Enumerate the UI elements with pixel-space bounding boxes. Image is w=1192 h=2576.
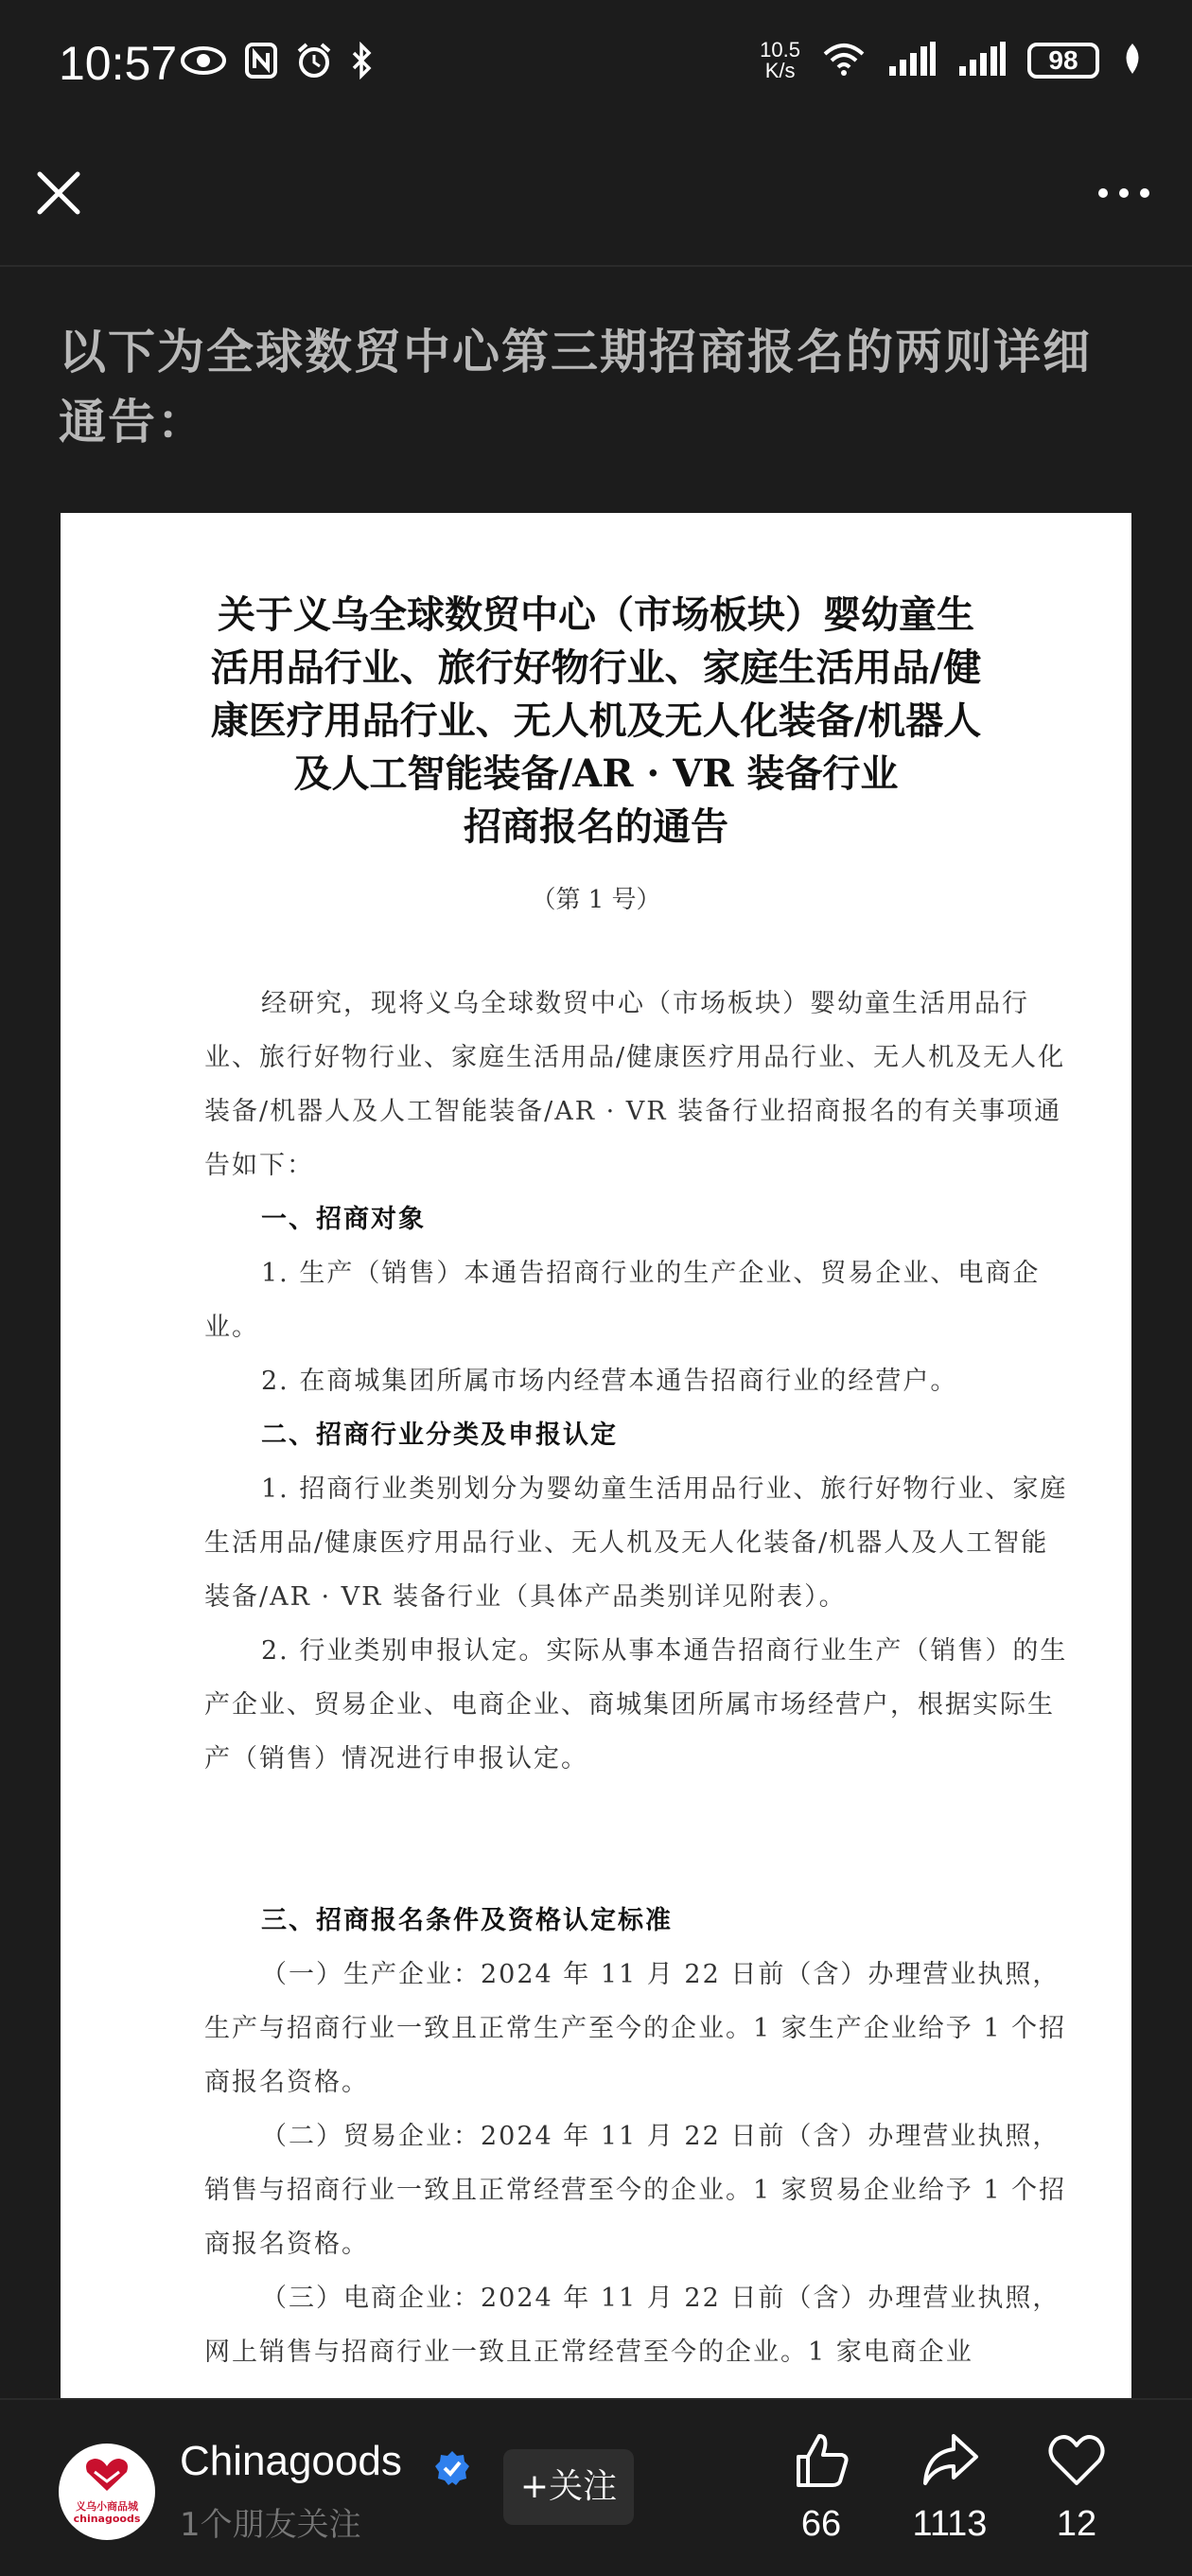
verified-icon xyxy=(433,2449,471,2487)
heart-icon xyxy=(1046,2430,1107,2491)
signal-icon xyxy=(887,40,937,81)
wifi-icon xyxy=(821,41,867,80)
avatar[interactable] xyxy=(59,2444,155,2540)
avatar-text-cn: 义乌小商品城 xyxy=(76,2500,138,2513)
chinagoods-logo-icon xyxy=(59,2444,155,2500)
share-icon xyxy=(920,2430,980,2491)
battery-indicator: 98 xyxy=(1027,43,1099,79)
document-title-line: 关于义乌全球数贸中心（市场板块）婴幼童生 xyxy=(218,592,974,637)
like-icon xyxy=(791,2430,851,2491)
post-title: 以下为全球数贸中心第三期招商报名的两则详细通告： xyxy=(59,325,1092,450)
avatar-text xyxy=(59,2500,155,2525)
status-bar xyxy=(0,0,1192,132)
more-icon xyxy=(1094,170,1154,216)
follow-button[interactable]: +关注 xyxy=(503,2449,634,2525)
section-item: （一）生产企业：2024 年 11 月 22 日前（含）办理营业执照，生产与招商行业一致且正常生产至今的企业。1 家生产企业给予 1 个招商报名资格。 xyxy=(204,1960,1067,2097)
more-button[interactable] xyxy=(1094,170,1154,216)
net-speed xyxy=(760,40,800,81)
document-intro: 经研究，现将义乌全球数贸中心（市场板块）婴幼童生活用品行业、旅行好物行业、家庭生活用品/健康医疗用品行业、无人机及无人化装备/机器人及人工智能装备/AR · VR 装备行业招商报名的有关事项通告如下： xyxy=(204,989,1066,1180)
section-item: 1. 招商行业类别划分为婴幼童生活用品行业、旅行好物行业、家庭生活用品/健康医疗用品行业、无人机及无人化装备/机器人及人工智能装备/AR · VR 装备行业（具体产品类别详见附表）。 xyxy=(204,1474,1068,1612)
alarm-icon xyxy=(295,42,333,83)
section-item: 2. 在商城集团所属市场内经营本通告招商行业的经营户。 xyxy=(261,1367,958,1396)
bluetooth-icon xyxy=(350,42,375,83)
document-body xyxy=(204,977,1075,2379)
favorite-button[interactable] xyxy=(1010,2430,1143,2545)
net-speed-value: 10.5 xyxy=(760,38,800,62)
close-icon xyxy=(32,167,85,220)
share-count: 1113 xyxy=(912,2504,988,2544)
friends-follow-count: 1个朋友关注 xyxy=(180,2506,361,2544)
section-item: （二）贸易企业：2024 年 11 月 22 日前（含）办理营业执照，销售与招商行业一致且正常经营至今的企业。1 家贸易企业给予 1 个招商报名资格。 xyxy=(204,2122,1067,2259)
section-item: 1. 生产（销售）本通告招商行业的生产企业、贸易企业、电商企业。 xyxy=(204,1259,1041,1342)
account-name[interactable]: Chinagoods xyxy=(180,2438,402,2484)
status-time: 10:57 xyxy=(59,37,178,90)
share-button[interactable] xyxy=(884,2430,1016,2545)
page-gap xyxy=(204,1786,1075,1894)
close-button[interactable] xyxy=(32,167,85,220)
section-heading: 三、招商报名条件及资格认定标准 xyxy=(261,1906,673,1935)
section-item: 2. 行业类别申报认定。实际从事本通告招商行业生产（销售）的生产企业、贸易企业、电商企业、商城集团所属市场经营户，根据实际生产（销售）情况进行申报认定。 xyxy=(204,1636,1068,1773)
document-title-line: 康医疗用品行业、无人机及无人化装备/机器人 xyxy=(210,698,982,743)
eye-icon xyxy=(180,44,227,81)
section-heading: 一、招商对象 xyxy=(261,1205,426,1234)
net-speed-unit: K/s xyxy=(764,59,796,82)
avatar-text-en: chinagoods xyxy=(73,2513,141,2525)
document-number: （第 1 号） xyxy=(531,886,661,914)
like-count: 66 xyxy=(800,2504,842,2544)
bottom-bar xyxy=(0,2398,1192,2576)
document-title-line: 活用品行业、旅行好物行业、家庭生活用品/健 xyxy=(210,645,982,690)
section-item: （三）电商企业：2024 年 11 月 22 日前（含）办理营业执照，网上销售与招商行业一致且正常经营至今的企业。1 家电商企业 xyxy=(204,2284,1061,2367)
status-icons-right xyxy=(760,40,1145,81)
document-title-line: 招商报名的通告 xyxy=(464,804,728,849)
leaf-icon xyxy=(1120,42,1145,79)
status-icons-left xyxy=(180,42,375,83)
favorite-count: 12 xyxy=(1056,2504,1097,2544)
notice-document[interactable] xyxy=(61,513,1131,2398)
like-button[interactable] xyxy=(755,2430,887,2545)
section-heading: 二、招商行业分类及申报认定 xyxy=(261,1420,618,1450)
top-nav xyxy=(0,132,1192,267)
document-title-line: 及人工智能装备/AR · VR 装备行业 xyxy=(293,751,899,796)
document-title xyxy=(174,589,1018,854)
signal-icon xyxy=(957,40,1007,81)
nfc-icon xyxy=(244,42,278,83)
